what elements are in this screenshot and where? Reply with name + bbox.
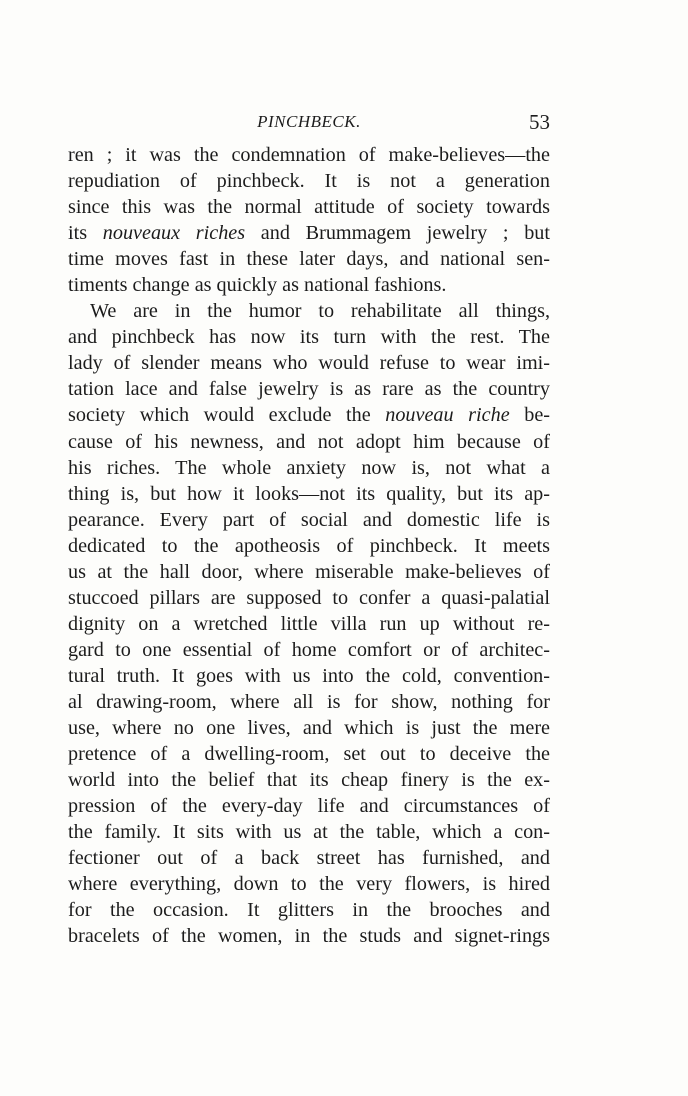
- running-title: PINCHBECK.: [257, 112, 361, 131]
- text-line: pretence of a dwelling-room, set out to deceive the: [68, 743, 550, 766]
- text-line: since this was the normal attitude of society towards: [68, 196, 550, 219]
- text-line: repudiation of pinchbeck. It is not a generation: [68, 170, 550, 193]
- page-number: 53: [529, 110, 550, 134]
- text-line: use, where no one lives, and which is just the mere: [68, 717, 550, 740]
- text-run: its: [68, 222, 103, 245]
- text-line: where everything, down to the very flowers, is hired: [68, 873, 550, 896]
- text-line: us at the hall door, where miserable make-believes of: [68, 560, 550, 583]
- text-line: gard to one essential of home comfort or of architec-: [68, 638, 550, 661]
- text-line: ren ; it was the condemnation of make-believes—the: [68, 144, 550, 166]
- text-line: world into the belief that its cheap finery is the ex-: [68, 769, 550, 792]
- text-line: dignity on a wretched little villa run up without re-: [68, 612, 550, 635]
- text-line: pearance. Every part of social and domestic life is: [68, 508, 550, 531]
- text-line: [68, 402, 550, 428]
- text-line: the family. It sits with us at the table, which a con-: [68, 821, 550, 844]
- text-line: [68, 220, 550, 246]
- text-line: tation lace and false jewelry is as rare as the country: [68, 378, 550, 401]
- text-line: time moves fast in these later days, and national sen-: [68, 248, 550, 271]
- text-line: for the occasion. It glitters in the brooches and: [68, 899, 550, 922]
- text-line: pression of the every-day life and circumstances of: [68, 795, 550, 818]
- text-run: be-: [509, 404, 550, 427]
- italic-phrase: nouveaux riches: [102, 222, 246, 245]
- text-line: fectioner out of a back street has furnished, and: [68, 847, 550, 870]
- text-line: cause of his newness, and not adopt him because of: [68, 430, 550, 453]
- text-line: timents change as quickly as national fashions.: [68, 274, 447, 297]
- running-head: [68, 108, 550, 138]
- text-line: thing is, but how it looks—not its quality, but its ap-: [68, 482, 550, 505]
- italic-phrase: nouveau riche: [385, 404, 510, 427]
- text-line: dedicated to the apotheosis of pinchbeck. It meets: [68, 534, 550, 557]
- body-text: [68, 142, 550, 949]
- text-run: and Brummagem jewelry ; but: [245, 222, 550, 245]
- text-run: society which would exclude the: [68, 404, 386, 427]
- text-line: We are in the humor to rehabilitate all things,: [90, 300, 550, 323]
- text-line: stuccoed pillars are supposed to confer a quasi-palatial: [68, 586, 550, 609]
- text-line: tural truth. It goes with us into the cold, convention-: [68, 664, 550, 687]
- text-line: lady of slender means who would refuse to wear imi-: [68, 352, 550, 375]
- text-line: and pinchbeck has now its turn with the rest. The: [68, 326, 550, 349]
- text-line: his riches. The whole anxiety now is, not what a: [68, 456, 550, 479]
- text-line: al drawing-room, where all is for show, nothing for: [68, 690, 550, 713]
- text-line: bracelets of the women, in the studs and signet-rings: [68, 925, 550, 948]
